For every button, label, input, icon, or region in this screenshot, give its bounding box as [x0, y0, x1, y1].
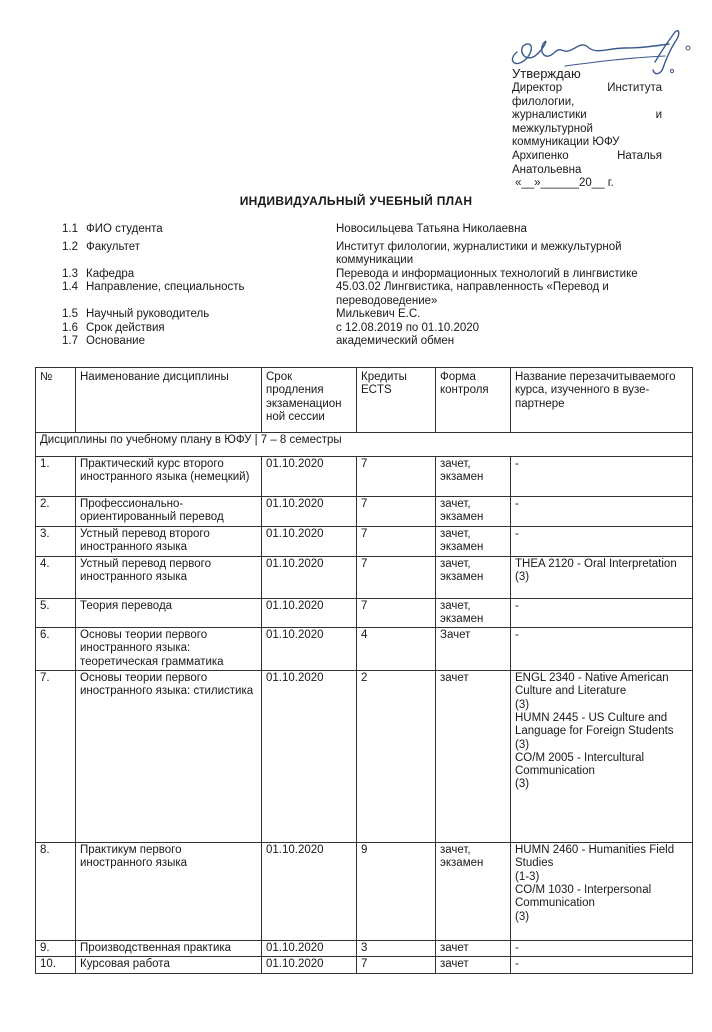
row-discipline: Основы теории первого иностранного языка: стилистика	[76, 671, 262, 843]
row-control: зачет, экзамен	[436, 843, 511, 941]
study-plan-table	[35, 367, 693, 974]
row-discipline: Устный перевод второго иностранного языка	[76, 527, 262, 557]
approval-line: журналистики и	[512, 109, 662, 122]
info-value: с 12.08.2019 по 01.10.2020	[336, 321, 480, 334]
row-term: 01.10.2020	[262, 556, 357, 598]
info-label: Основание	[86, 335, 145, 347]
info-label: Научный руководитель	[86, 308, 210, 320]
info-row	[62, 241, 672, 268]
row-number: 3.	[36, 527, 76, 557]
table-row	[36, 497, 693, 527]
transfer-course: HUMN 2460 - Humanities Field Studies	[515, 844, 675, 870]
info-row	[62, 335, 672, 349]
row-discipline: Курсовая работа	[76, 957, 262, 973]
info-number: 1.5	[62, 308, 78, 320]
section-title: Дисциплины по учебному плану в ЮФУ | 7 – 8 семестры	[36, 433, 693, 457]
transfer-credits: (3)	[515, 910, 530, 923]
document-title: ИНДИВИДУАЛЬНЫЙ УЧЕБНЫЙ ПЛАН	[239, 194, 473, 208]
row-control: зачет, экзамен	[436, 457, 511, 497]
approval-line: филологии,	[512, 95, 575, 108]
row-term: 01.10.2020	[262, 843, 357, 941]
info-value: Институт филологии, журналистики и межкультурной коммуникации	[336, 240, 622, 266]
row-number: 5.	[36, 598, 76, 628]
table-row	[36, 941, 693, 957]
transfer-course: THEA 2120 - Oral Interpretation	[515, 557, 677, 570]
row-transfer: -	[511, 957, 693, 973]
info-number: 1.1	[62, 223, 78, 235]
row-discipline: Практикум первого иностранного языка	[76, 843, 262, 941]
info-row	[62, 322, 672, 336]
row-number: 1.	[36, 457, 76, 497]
info-number: 1.2	[62, 240, 78, 253]
row-credits: 2	[357, 671, 436, 843]
row-discipline: Профессионально-ориентированный перевод	[76, 497, 262, 527]
row-term: 01.10.2020	[262, 598, 357, 628]
row-transfer: -	[511, 598, 693, 628]
row-number: 4.	[36, 556, 76, 598]
table-row	[36, 671, 693, 843]
row-number: 2.	[36, 497, 76, 527]
row-transfer	[511, 843, 693, 941]
row-term: 01.10.2020	[262, 671, 357, 843]
approval-line: Анатольевна	[512, 163, 582, 176]
row-number: 9.	[36, 941, 76, 957]
row-credits: 7	[357, 957, 436, 973]
header-credits: Кредиты ECTS	[357, 368, 436, 433]
info-value: Перевода и информационных технологий в лингвистике	[336, 267, 638, 280]
row-term: 01.10.2020	[262, 527, 357, 557]
table-row	[36, 457, 693, 497]
transfer-course: CO/M 2005 - Intercultural Communication	[515, 751, 645, 778]
row-discipline: Устный перевод первого иностранного языка	[76, 556, 262, 598]
table-row	[36, 556, 693, 598]
row-term: 01.10.2020	[262, 957, 357, 973]
info-value: Новосильцева Татьяна Николаевна	[336, 223, 527, 235]
row-discipline: Основы теории первого иностранного языка: теоретическая грамматика	[76, 628, 262, 671]
info-value: Милькевич Е.С.	[336, 308, 421, 320]
row-transfer: -	[511, 527, 693, 557]
table-row	[36, 598, 693, 628]
row-credits: 7	[357, 497, 436, 527]
info-row	[62, 268, 672, 282]
row-discipline: Производственная практика	[76, 941, 262, 957]
info-label: Факультет	[86, 240, 141, 253]
info-number: 1.7	[62, 335, 78, 347]
row-credits: 7	[357, 457, 436, 497]
row-term: 01.10.2020	[262, 628, 357, 671]
table-row	[36, 527, 693, 557]
row-credits: 3	[357, 941, 436, 957]
row-number: 10.	[36, 957, 76, 973]
row-credits: 7	[357, 556, 436, 598]
approval-line: Архипенко Наталья	[512, 149, 662, 162]
row-control: Зачет	[436, 628, 511, 671]
row-control: зачет, экзамен	[436, 598, 511, 628]
header-term: Срок продления экзаменацион ной сессии	[262, 368, 357, 433]
info-label: ФИО студента	[86, 223, 163, 235]
transfer-credits: (3)	[515, 778, 530, 791]
row-control: зачет, экзамен	[436, 527, 511, 557]
approval-line: межкультурной	[512, 122, 593, 135]
transfer-course: ENGL 2340 - Native American Culture and Literature	[515, 672, 669, 698]
transfer-course: HUMN 2445 - US Culture and Language for Foreign Students	[515, 711, 674, 738]
row-number: 6.	[36, 628, 76, 671]
header-transfer: Название перезачитываемого курса, изученного в вузе-партнере	[511, 368, 693, 433]
row-control: зачет	[436, 941, 511, 957]
row-control: зачет	[436, 957, 511, 973]
info-label: Кафедра	[86, 267, 135, 280]
row-number: 7.	[36, 671, 76, 843]
approval-title: Утверждаю	[512, 66, 581, 81]
approval-date: «__»______20__ г.	[515, 177, 614, 190]
approval-line: Директор Института	[512, 82, 662, 94]
row-credits: 7	[357, 527, 436, 557]
row-discipline: Теория перевода	[76, 598, 262, 628]
table-header-row	[36, 368, 693, 433]
row-control: зачет	[436, 671, 511, 843]
row-term: 01.10.2020	[262, 941, 357, 957]
row-control: зачет, экзамен	[436, 497, 511, 527]
transfer-credits: (3)	[515, 698, 530, 711]
info-number: 1.3	[62, 267, 78, 280]
header-discipline: Наименование дисциплины	[76, 368, 262, 433]
info-value: 45.03.02 Лингвистика, направленность «Перевод и переводоведение»	[336, 281, 609, 307]
row-control: зачет, экзамен	[436, 556, 511, 598]
info-number: 1.6	[62, 321, 78, 334]
table-row	[36, 843, 693, 941]
transfer-course: CO/M 1030 - Interpersonal Communication	[515, 883, 652, 910]
row-credits: 4	[357, 628, 436, 671]
header-number: №	[36, 368, 76, 433]
row-transfer: -	[511, 628, 693, 671]
transfer-credits: (1-3)	[515, 870, 540, 883]
approval-line: коммуникации ЮФУ	[512, 136, 620, 149]
transfer-credits: (3)	[515, 570, 530, 583]
row-term: 01.10.2020	[262, 457, 357, 497]
row-term: 01.10.2020	[262, 497, 357, 527]
info-number: 1.4	[62, 281, 78, 293]
row-transfer	[511, 556, 693, 598]
row-number: 8.	[36, 843, 76, 941]
info-value: академический обмен	[336, 335, 455, 347]
row-transfer: -	[511, 497, 693, 527]
approval-block	[512, 66, 662, 191]
info-label: Срок действия	[86, 321, 165, 334]
header-control: Форма контроля	[436, 368, 511, 433]
section-row	[36, 433, 693, 457]
info-row	[62, 223, 672, 237]
info-label: Направление, специальность	[86, 281, 245, 293]
student-info	[62, 223, 672, 349]
table-row	[36, 957, 693, 973]
table-row	[36, 628, 693, 671]
row-credits: 9	[357, 843, 436, 941]
row-transfer: -	[511, 457, 693, 497]
row-transfer	[511, 671, 693, 843]
transfer-credits: (3)	[515, 738, 530, 751]
row-credits: 7	[357, 598, 436, 628]
row-discipline: Практический курс второго иностранного языка (немецкий)	[76, 457, 262, 497]
info-row	[62, 281, 672, 308]
info-row	[62, 308, 672, 322]
row-transfer: -	[511, 941, 693, 957]
